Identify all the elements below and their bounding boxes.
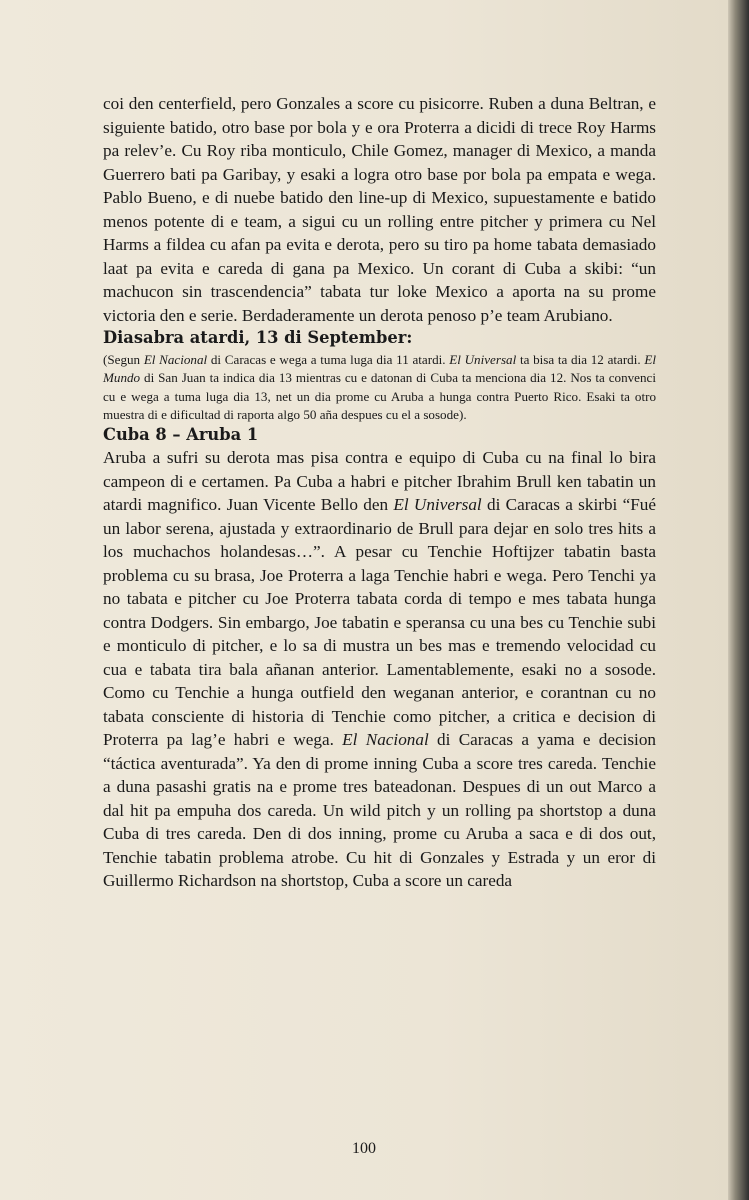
note-text: ta bisa ta dia 12 atardi.: [516, 352, 645, 367]
note-text: di San Juan ta indica dia 13 mientras cu e datonan di Cuba ta menciona dia 12. Nos ta convenci cu e wega a tuma luga dia 13, net un dia prome cu Aruba a hunga contra Puerto Rico. Esaki ta otro muestra di e dificultad di raporta algo 50 aña despues cu el a sosode).: [103, 370, 656, 422]
note-text: (Segun: [103, 352, 144, 367]
section-heading-diasabra: Diasabra atardi, 13 di September:: [103, 328, 413, 347]
date-note: [103, 351, 656, 424]
publication-title: El Universal: [393, 495, 482, 515]
publication-title: El Nacional: [143, 352, 208, 367]
publication-title: El Mundo: [103, 352, 656, 386]
section-heading-score: Cuba 8 – Aruba 1: [103, 425, 259, 445]
publication-title: El Universal: [449, 352, 517, 367]
publication-title: El Nacional: [342, 730, 429, 750]
page-number: 100: [352, 1140, 376, 1157]
note-text: di Caracas e wega a tuma luga dia 11 atardi.: [207, 352, 450, 367]
paragraph-text: Aruba a sufri su derota mas pisa contra e equipo di Cuba cu na final lo bira campeon di e certamen. Pa Cuba a habri e pitcher Ibrahim Brull ken tabatin un atardi magnifico. Juan Vicente Bello den: [103, 448, 656, 515]
next-page-edge: [728, 0, 749, 1200]
page-content: [103, 92, 656, 893]
paragraph-2: [103, 446, 656, 893]
paragraph-text: coi den centerfield, pero Gonzales a score cu pisicorre. Ruben a duna Beltran, e siguiente batido, otro base por bola y e ora Proterra a dicidi di trece Roy Harms pa relev’e. Cu Roy riba monticulo, Chile Gomez, manager di Mexico, a manda Guerrero bati pa Garibay, y esaki a logra otro base por bola pa empata e wega. Pablo Bueno, e di nuebe batido den line-up di Mexico, supuestamente e batido menos potente di e team, a sigui cu un rolling entre pitcher y primera cu Nel Harms a fildea cu afan pa evita e derota, pero su tiro pa home tabata demasiado laat pa evita e careda di gana pa Mexico. Un corant di Cuba a skibi: “un machucon sin trascendencia” tabata tur loke Mexico a aporta na su prome victoria den e serie. Berdaderamente un derota penoso p’e team Arubiano.: [103, 94, 656, 325]
paragraph-text: di Caracas a yama e decision “táctica aventurada”. Ya den di prome inning Cuba a score tres careda. Tenchie a duna pasashi gratis na e prome tres bateadonan. Despues di un out Marco a dal hit pa empuha dos careda. Un wild pitch y un rolling pa shortstop a duna Cuba di tres careda. Den di dos inning, prome cu Aruba a saca e di dos out, Tenchie tabatin problema atrobe. Cu hit di Gonzales y Estrada y un eror di Guillermo Richardson na shortstop, Cuba a score un careda: [103, 730, 657, 891]
paragraph-text: di Caracas a skirbi “Fué un labor serena, ajustada y extraordinario de Brull para dejar en solo tres hits a los muchachos holandesas…”. A pesar cu Tenchie Hoftijzer tabatin basta problema cu su brasa, Joe Proterra a laga Tenchie habri e wega. Pero Tenchi ya no tabata e pitcher cu Joe Proterra tabata corda di tempo e mes tabata hunga contra Dodgers. Sin embargo, Joe tabatin e speransa cu una bes cu Tenchie subi e monticulo di pitcher, e lo sa di mustra un bes mas e tremendo velocidad cu cua e tabata tira bala añanan anterior. Lamentablemente, esaki no a sosode. Como cu Tenchie a hunga outfield den weganan anterior, e corantnan cu no tabata consciente di historia di Tenchie como pitcher, a critica e decision di Proterra pa lag’e habri e wega.: [103, 495, 656, 750]
paragraph-1: [103, 92, 656, 327]
